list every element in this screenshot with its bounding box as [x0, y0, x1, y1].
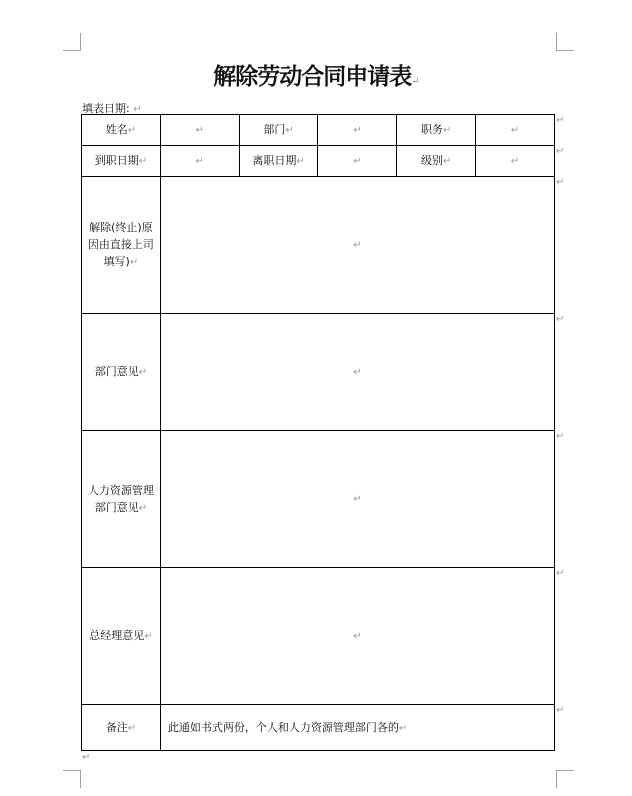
crop-mark — [556, 770, 574, 788]
document-title[interactable] — [0, 58, 632, 91]
name-label-cell: 姓名↵ — [82, 115, 161, 146]
remark-value-cell[interactable]: 此通如书式两份，个人和人力资源管理部门各的↵ — [160, 705, 554, 751]
leave-date-label-cell: 离职日期↵ — [239, 146, 318, 177]
position-value-cell[interactable]: ↵ — [476, 115, 555, 146]
gm-opinion-label-cell: 总经理意见↵ — [82, 568, 161, 705]
row-end-mark: ↵ — [556, 146, 565, 157]
crop-mark — [63, 33, 81, 51]
level-value-cell[interactable]: ↵ — [476, 146, 555, 177]
reason-label-cell: 解除(终止)原因由直接上司填写)↵ — [82, 177, 161, 314]
position-label-cell: 职务↵ — [397, 115, 476, 146]
leave-date-value-cell[interactable]: ↵ — [318, 146, 397, 177]
crop-mark — [63, 770, 81, 788]
reason-value-cell[interactable]: ↵ — [160, 177, 554, 314]
row-end-mark: ↵ — [556, 705, 565, 716]
hire-date-value-cell[interactable]: ↵ — [160, 146, 239, 177]
crop-mark — [556, 33, 574, 51]
paragraph-mark: ↵ — [411, 76, 419, 87]
row-end-mark: ↵ — [556, 314, 565, 325]
row-end-mark: ↵ — [556, 177, 565, 188]
paragraph-mark: ↵ — [133, 104, 142, 115]
dept-value-cell[interactable]: ↵ — [318, 115, 397, 146]
row-end-mark: ↵ — [556, 431, 565, 442]
row-end-mark: ↵ — [556, 115, 565, 126]
paragraph-mark: ↵ — [82, 752, 91, 763]
remark-label-cell: 备注↵ — [82, 705, 161, 751]
dept-label-cell: 部门↵ — [239, 115, 318, 146]
dept-opinion-value-cell[interactable]: ↵ — [160, 314, 554, 431]
hire-date-label-cell: 到职日期↵ — [82, 146, 161, 177]
application-form-table — [81, 114, 555, 751]
hr-opinion-label-cell: 人力资源管理部门意见↵ — [82, 431, 161, 568]
level-label-cell: 级别↵ — [397, 146, 476, 177]
gm-opinion-value-cell[interactable]: ↵ — [160, 568, 554, 705]
fill-date-label: 填表日期: — [82, 102, 130, 115]
row-end-mark: ↵ — [556, 568, 565, 579]
name-value-cell[interactable]: ↵ — [160, 115, 239, 146]
dept-opinion-label-cell: 部门意见↵ — [82, 314, 161, 431]
hr-opinion-value-cell[interactable]: ↵ — [160, 431, 554, 568]
title-text: 解除劳动合同申请表 — [213, 63, 412, 90]
